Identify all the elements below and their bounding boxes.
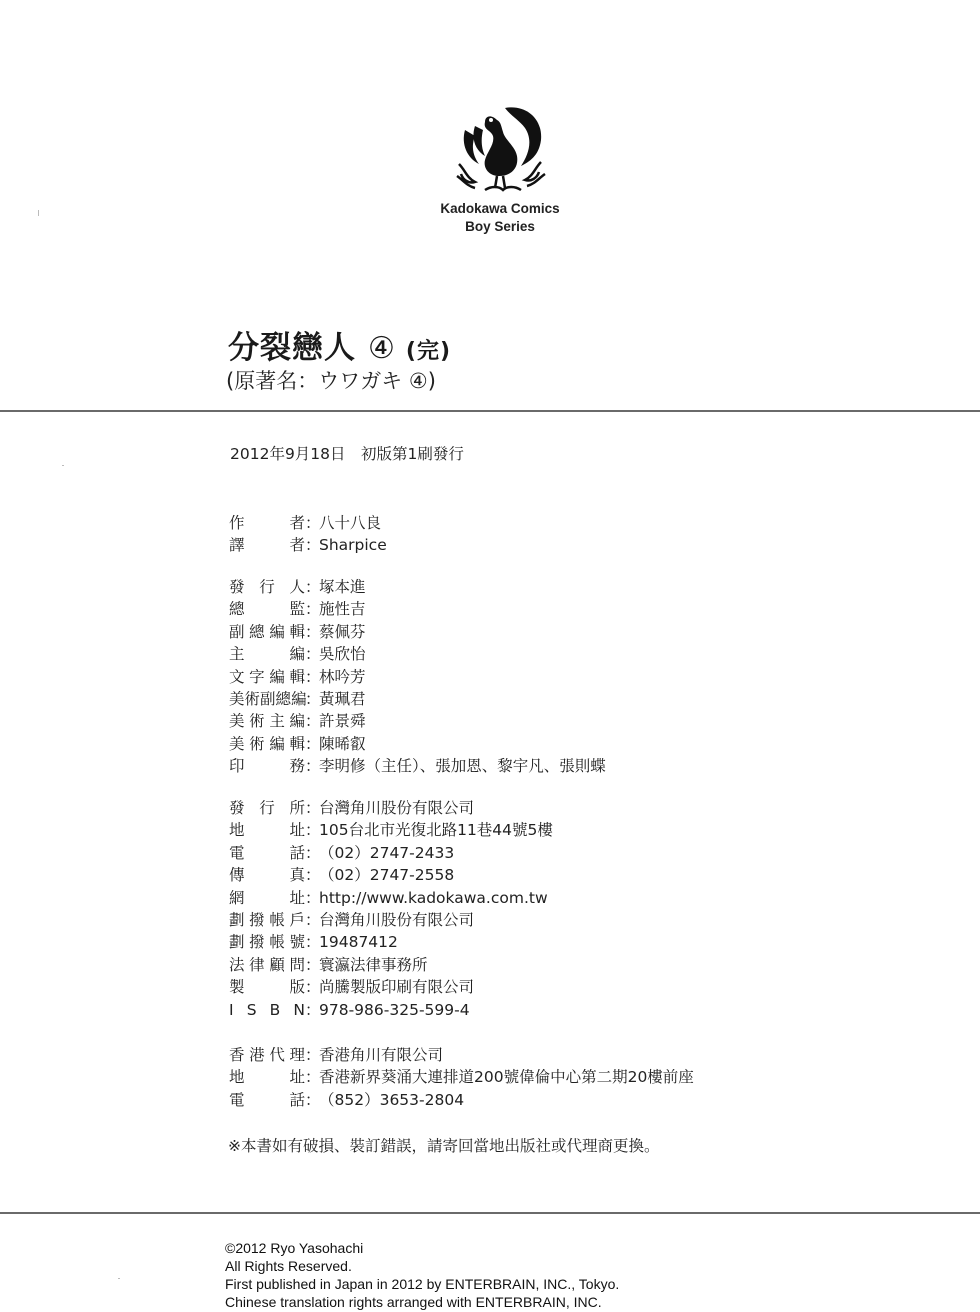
row-value: 吳欣怡 (319, 645, 366, 664)
row-colon: ： (305, 799, 321, 817)
row-value: 香港新界葵涌大連排道200號偉倫中心第二期20樓前座 (319, 1068, 694, 1087)
row-label: 電 話 (229, 1090, 305, 1109)
row-label: 法 律 顧 問 (229, 955, 305, 974)
phoenix-emblem-icon (445, 100, 555, 200)
row-value: 陳晞叡 (319, 734, 366, 753)
volume-number: ④ (368, 331, 396, 366)
row-value: 黃珮君 (319, 689, 366, 708)
row-value: 林吟芳 (319, 667, 366, 686)
row-value: Sharpice (319, 536, 387, 555)
row-label: 發 行 所 (229, 799, 305, 817)
divider-bottom (0, 1212, 980, 1214)
row-value: 台灣角川股份有限公司 (319, 910, 475, 929)
row-label: 地 址 (229, 821, 305, 840)
row-colon: ： (305, 933, 321, 952)
copyright-line: All Rights Reserved. (225, 1258, 352, 1274)
imprint-line-1: Kadokawa Comics (440, 201, 560, 216)
divider-top (0, 410, 980, 412)
row-label: 發 行 人 (229, 578, 305, 596)
row-colon: ： (305, 578, 321, 596)
colophon-row (229, 1044, 694, 1066)
scan-speck (118, 1278, 120, 1279)
copyright-line: First published in Japan in 2012 by ENTERBRAIN, INC., Tokyo. (225, 1276, 620, 1292)
colophon-row (229, 864, 553, 886)
colophon-row (229, 909, 553, 931)
colophon-row (229, 1089, 694, 1111)
row-value: http://www.kadokawa.com.tw (319, 888, 548, 907)
row-colon: ： (305, 712, 321, 731)
colophon-row (229, 733, 606, 755)
row-colon: ： (305, 689, 321, 708)
row-value: （02）2747-2558 (319, 866, 455, 885)
row-label: 傳 真 (229, 866, 305, 885)
copyright-block (225, 1239, 619, 1311)
publisher-logo (420, 100, 580, 236)
row-value: （852）3653-2804 (319, 1090, 465, 1109)
colophon-row (229, 621, 606, 643)
row-label: I S B N (229, 1000, 305, 1019)
completed-mark: (完) (405, 339, 452, 364)
colophon-row (229, 931, 553, 953)
scan-speck (38, 210, 39, 216)
row-label: 劃 撥 帳 戶 (229, 910, 305, 929)
row-label: 香 港 代 理 (229, 1046, 305, 1064)
colophon-row (229, 534, 387, 556)
row-label: 主 編 (229, 645, 305, 664)
row-colon: ： (305, 1046, 321, 1064)
row-label: 地 址 (229, 1068, 305, 1087)
colophon-row (229, 1066, 694, 1088)
staff-block (229, 576, 606, 778)
row-colon: ： (305, 514, 321, 532)
row-colon: ： (305, 955, 321, 974)
row-label: 譯 者 (229, 536, 305, 555)
colophon-row (229, 643, 606, 665)
row-colon: ： (305, 888, 321, 907)
row-value: 許景舜 (319, 712, 366, 731)
colophon-row (229, 755, 606, 777)
colophon-row (229, 819, 553, 841)
original-title: (原著名：ウワガキ ④) (226, 369, 436, 393)
row-label: 美 術 編 輯 (229, 734, 305, 753)
row-value: 105台北市光復北路11巷44號5樓 (319, 821, 553, 840)
row-label: 副 總 編 輯 (229, 622, 305, 641)
row-colon: ： (305, 978, 321, 997)
publisher-block (229, 797, 553, 1021)
row-value: 蔡佩芬 (319, 622, 366, 641)
row-value: 李明修（主任）、張加恩、黎宇凡、張則蝶 (319, 757, 606, 776)
row-colon: ： (305, 645, 321, 664)
row-value: 八十八良 (319, 514, 382, 532)
row-colon: ： (305, 734, 321, 753)
row-colon: ： (305, 821, 321, 840)
copyright-line: ©2012 Ryo Yasohachi (225, 1240, 364, 1256)
row-colon: ： (305, 1090, 321, 1109)
row-colon: ： (305, 600, 321, 619)
colophon-row (229, 576, 606, 598)
title-main: 分裂戀人 (228, 330, 356, 366)
row-colon: ： (305, 536, 321, 555)
row-label: 印 務 (229, 757, 305, 776)
colophon-row (229, 842, 553, 864)
row-colon: ： (305, 1000, 321, 1019)
row-value: （02）2747-2433 (319, 843, 455, 862)
row-colon: ： (305, 1068, 321, 1087)
row-value: 尚騰製版印刷有限公司 (319, 978, 475, 997)
colophon-row (229, 976, 553, 998)
publication-date: 2012年9月18日 初版第1刷發行 (230, 445, 464, 463)
imprint-line-2: Boy Series (465, 219, 535, 234)
row-label: 電 話 (229, 843, 305, 862)
row-value: 香港角川有限公司 (319, 1046, 444, 1064)
row-label: 劃 撥 帳 號 (229, 933, 305, 952)
colophon-row (229, 598, 606, 620)
row-colon: ： (305, 757, 321, 776)
colophon-row (229, 688, 606, 710)
row-colon: ： (305, 910, 321, 929)
row-label: 總 監 (229, 600, 305, 619)
colophon-row (229, 710, 606, 732)
row-value: 塚本進 (319, 578, 366, 596)
hk-agent-block (229, 1044, 694, 1111)
row-colon: ： (305, 843, 321, 862)
colophon-row (229, 954, 553, 976)
copyright-line: Chinese translation rights arranged with ENTERBRAIN, INC. (225, 1294, 602, 1310)
row-colon: ： (305, 622, 321, 641)
colophon-row (229, 512, 387, 534)
row-value: 寰瀛法律事務所 (319, 955, 428, 974)
row-label: 美 術 主 編 (229, 712, 305, 731)
row-colon: ： (305, 866, 321, 885)
row-label: 網 址 (229, 888, 305, 907)
colophon-row (229, 797, 553, 819)
credits-block (229, 512, 387, 557)
row-label: 製 版 (229, 978, 305, 997)
scan-speck (62, 465, 64, 466)
row-label: 美 術 副 總 編 (229, 689, 307, 708)
colophon-row (229, 887, 553, 909)
row-colon: ： (305, 667, 321, 686)
row-value: 台灣角川股份有限公司 (319, 799, 475, 817)
row-label: 作 者 (229, 514, 305, 532)
colophon-row (229, 999, 553, 1021)
row-value: 19487412 (319, 933, 398, 952)
replacement-notice: ※本書如有破損、裝訂錯誤，請寄回當地出版社或代理商更換。 (228, 1137, 660, 1155)
row-value: 978-986-325-599-4 (319, 1000, 470, 1019)
book-title (228, 322, 451, 367)
row-value: 施性吉 (319, 600, 366, 619)
colophon-row (229, 666, 606, 688)
row-label: 文 字 編 輯 (229, 667, 305, 686)
